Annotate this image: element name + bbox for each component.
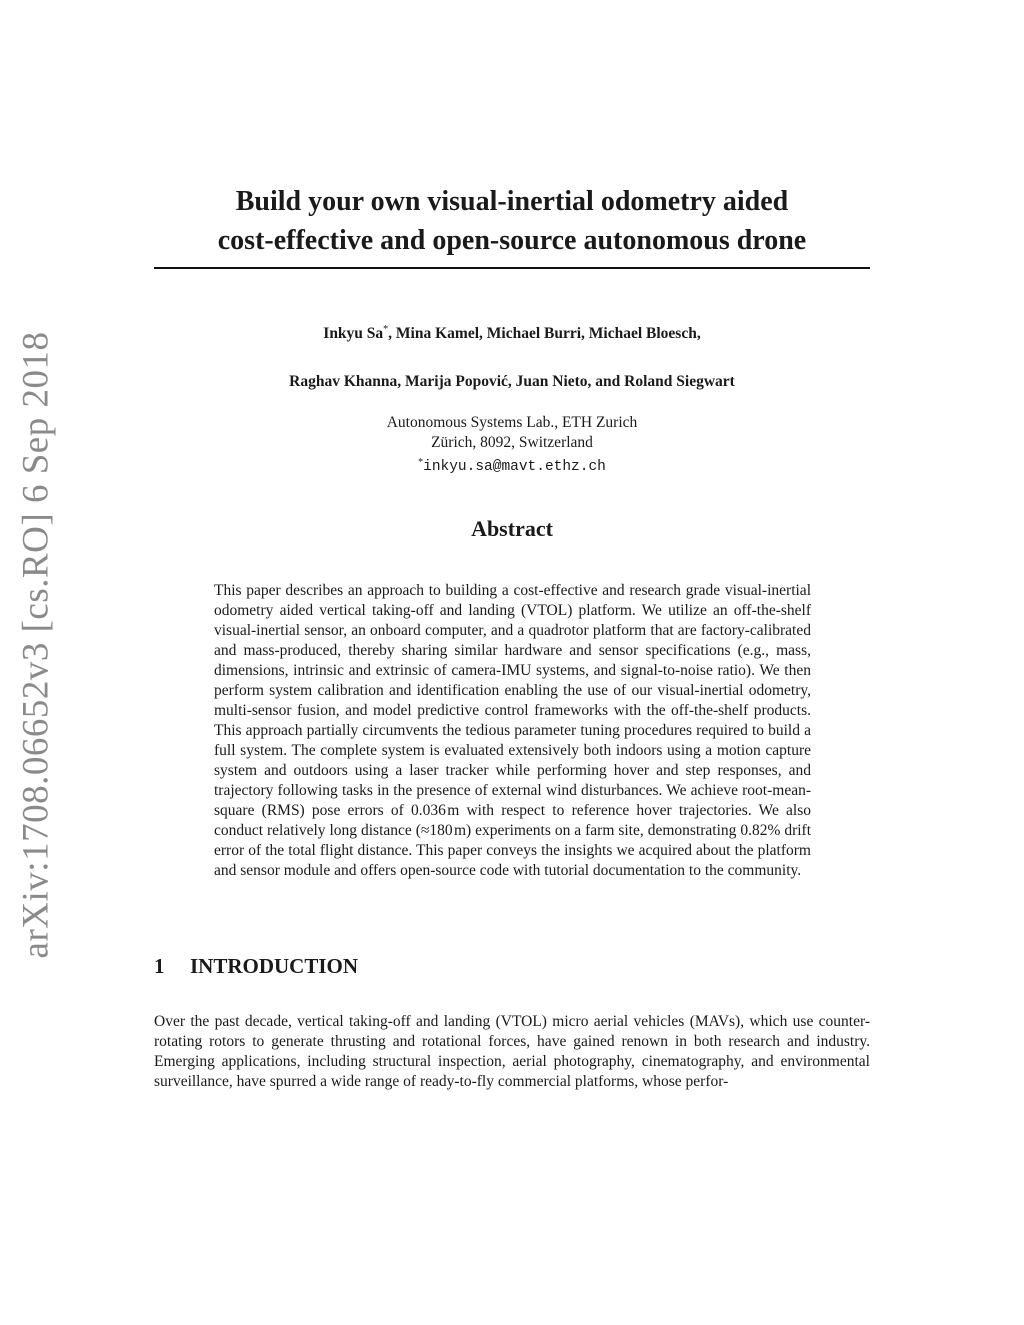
section-number: 1: [154, 954, 165, 978]
author-list-line-1: [154, 324, 870, 343]
abstract-part-1: This paper describes an approach to building a cost-effective and research grade visual-inertial odometry aided vertical taking-off and landing (VTOL) platform. We utilize an off-the-shelf visual-inertial sensor, an onboard computer, and a quadrotor platform that are factory-calibrated and mass-produced, thereby sharing similar hardware and sensor specifications (e.g., mass, dimensions, intrinsic and extrinsic of camera-IMU systems, and signal-to-noise ratio). We then perform system calibration and identification enabling the use of our visual-inertial odometry, multi-sensor fusion, and model predictive control frameworks with the off-the-shelf products. This approach partially circumvents the tedious parameter tuning procedures required to build a full system. The complete system is evaluated extensively both indoors using a motion capture system and outdoors using a laser tracker while performing hover and step responses, and trajectory following tasks in the presence of external wind disturbances. We achieve root-mean-square (RMS) pose errors of 0.036: [214, 582, 811, 819]
abstract-heading: Abstract: [471, 516, 553, 541]
title-rule: [154, 267, 870, 269]
arxiv-side-stamp: arXiv:1708.06652v3 [cs.RO] 6 Sep 2018: [15, 331, 57, 959]
affiliation-lab: Autonomous Systems Lab., ETH Zurich: [386, 414, 638, 431]
author-first: Inkyu Sa: [323, 325, 384, 342]
abstract-text: [214, 581, 811, 881]
affiliation: [154, 413, 870, 477]
affiliation-city: Zürich, 8092, Switzerland: [431, 434, 593, 451]
unit-meter-1: m: [447, 802, 460, 819]
abstract-part-3: ) experiments on a farm site, demonstrating 0.82% drift error of the total flight distance. This paper conveys the insights we acquired about the platform and sensor module and offers open-source code with tutorial documentation to the community.: [214, 822, 811, 879]
unit-meter-2: m: [453, 822, 467, 839]
email-mark: *: [418, 457, 424, 468]
title-line-1: Build your own visual-inertial odometry aided: [235, 186, 789, 217]
contact-email: inkyu.sa@mavt.ethz.ch: [423, 459, 606, 475]
affiliation-email-line: [154, 453, 870, 477]
title-line-2: cost-effective and open-source autonomous drone: [217, 225, 807, 256]
introduction-paragraph: Over the past decade, vertical taking-off and landing (VTOL) micro aerial vehicles (MAVs), which use counter-rotating rotors to generate thrusting and rotational forces, have gained renown in both research and industry. Emerging applications, including structural inspection, aerial photography, cinematography, and environmental surveillance, have spurred a wide range of ready-to-fly commercial platforms, whose perfor-: [154, 1013, 870, 1090]
abstract-part-2: with respect to reference hover trajectories. We also conduct relatively long distance (≈180: [214, 802, 811, 839]
author-rest: , Mina Kamel, Michael Burri, Michael Bloesch,: [388, 325, 701, 342]
paper-title: [154, 182, 870, 260]
author-list-line-2: Raghav Khanna, Marija Popović, Juan Nieto, and Roland Siegwart: [289, 373, 735, 390]
section-title: INTRODUCTION: [190, 954, 359, 978]
section-heading-introduction: [154, 954, 358, 979]
corresponding-mark: *: [383, 324, 389, 335]
